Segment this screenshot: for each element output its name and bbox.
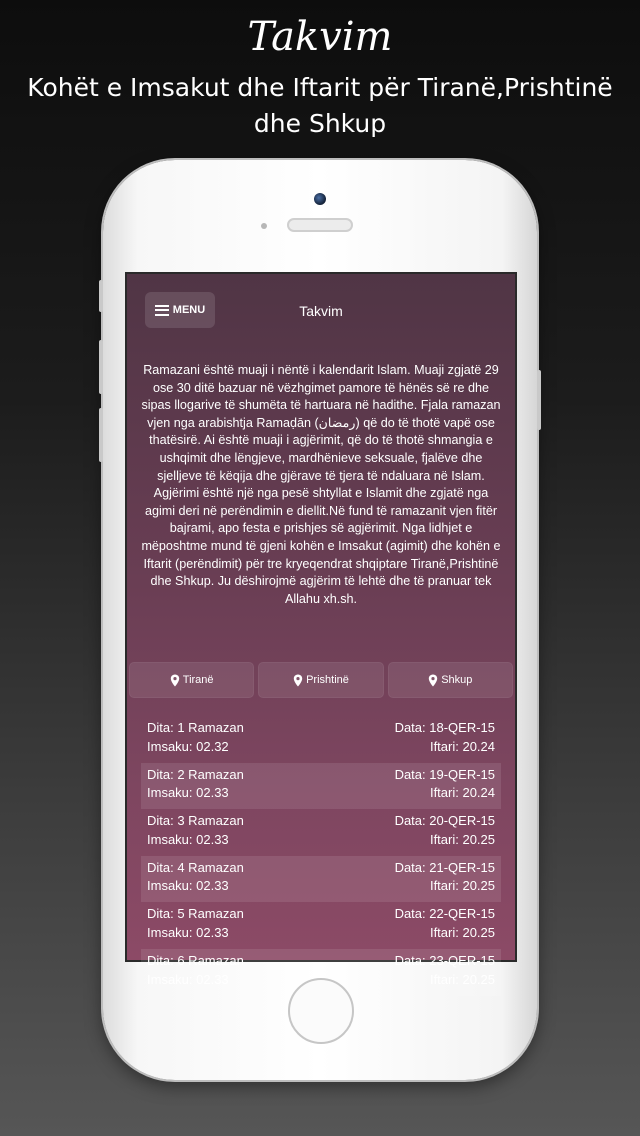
city-tab-label: Shkup (441, 674, 473, 686)
day-label: Dita: 2 Ramazan (147, 766, 244, 782)
city-tabs (129, 662, 513, 698)
date-label: Data: 23-QER-15 (394, 952, 495, 968)
imsak-time: Imsaku: 02.33 (147, 924, 229, 940)
date-label: Data: 18-QER-15 (394, 720, 495, 735)
day-label: Dita: 6 Ramazan (147, 952, 244, 968)
menu-label: MENU (172, 304, 206, 316)
volume-up-button (99, 340, 103, 394)
day-label: Dita: 1 Ramazan (147, 720, 244, 735)
map-pin-icon (293, 674, 303, 687)
map-pin-icon (170, 674, 180, 687)
imsak-time: Imsaku: 02.33 (147, 878, 229, 894)
iftar-time: Iftari: 20.25 (429, 924, 495, 940)
date-label: Data: 22-QER-15 (394, 906, 495, 922)
list-item[interactable] (141, 856, 501, 903)
day-label: Dita: 4 Ramazan (147, 859, 244, 875)
mute-switch (99, 280, 103, 312)
app-title: Takvim (299, 303, 343, 319)
city-tab-shkup[interactable] (388, 662, 513, 698)
intro-text: Ramazani është muaji i nëntë i kalendarit Islam. Muaji zgjatë 29 ose 30 ditë bazuar në vëzhgimet pamore të hënës së re dhe sipas llogarive të shumëta të hartuara në hadithe. Fjala ramazan vjen nga arabishtja Ramaḍān (رمضان) që do të thotë vapë ose thatësirë. Ai është muaji i agjërimit, që do të thotë shmangia e ushqimit dhe lëngjeve, mardhënieve seksuale, fjalëve dhe sjelljeve të këqija dhe gjërave të tjera të ndaluara në Islam. Agjërimi është një nga pesë shtyllat e Islamit dhe zgjatë nga agimi deri në perëndimin e diellit.Në fund të ramazanit vjen fitër bajrami, apo festa e prishjes së agjërimit. Nga lidhjet e mëposhtme mund të gjeni kohën e Imsakut (agimit) dhe kohën e Iftarit (perëndimit) për tre kryeqendrat shqiptare Tiranë,Prishtinë dhe Shkup. Ju dëshirojmë agjërim të lehtë dhe të pranuar tek Allahu xh.sh. (141, 363, 501, 606)
imsak-time: Imsaku: 02.32 (147, 738, 229, 754)
date-label: Data: 21-QER-15 (394, 859, 495, 875)
iftar-time: Iftari: 20.24 (429, 738, 495, 754)
day-label: Dita: 3 Ramazan (147, 813, 244, 829)
app-screen (125, 272, 517, 987)
list-item[interactable] (141, 902, 501, 949)
list-item[interactable] (141, 763, 501, 810)
iftar-time: Iftari: 20.24 (429, 785, 495, 801)
power-button (537, 370, 541, 430)
promo-subtitle: Kohët e Imsakut dhe Iftarit për Tiranë,Prishtinë dhe Shkup (27, 73, 613, 138)
promo-title: Takvim (247, 14, 393, 60)
imsak-time: Imsaku: 02.33 (147, 971, 229, 987)
city-tab-tirane[interactable] (129, 662, 254, 698)
map-pin-icon (428, 674, 438, 687)
city-tab-label: Tiranë (182, 674, 214, 686)
date-label: Data: 19-QER-15 (394, 766, 495, 782)
list-item[interactable] (141, 809, 501, 856)
list-item[interactable] (141, 716, 501, 763)
iftar-time: Iftari: 20.25 (429, 971, 495, 987)
city-tab-label: Prishtinë (306, 674, 349, 686)
imsak-time: Imsaku: 02.33 (147, 785, 229, 801)
front-camera (314, 193, 326, 205)
proximity-sensor (261, 223, 267, 229)
ramadan-days-list (141, 716, 501, 996)
phone-frame (103, 160, 537, 1080)
earpiece-speaker (287, 218, 353, 232)
day-label: Dita: 5 Ramazan (147, 906, 244, 922)
city-tab-prishtine[interactable] (258, 662, 383, 698)
home-button[interactable] (288, 978, 354, 1044)
iftar-time: Iftari: 20.25 (429, 831, 495, 847)
date-label: Data: 20-QER-15 (394, 813, 495, 829)
imsak-time: Imsaku: 02.33 (147, 831, 229, 847)
volume-down-button (99, 408, 103, 462)
iftar-time: Iftari: 20.25 (429, 878, 495, 894)
